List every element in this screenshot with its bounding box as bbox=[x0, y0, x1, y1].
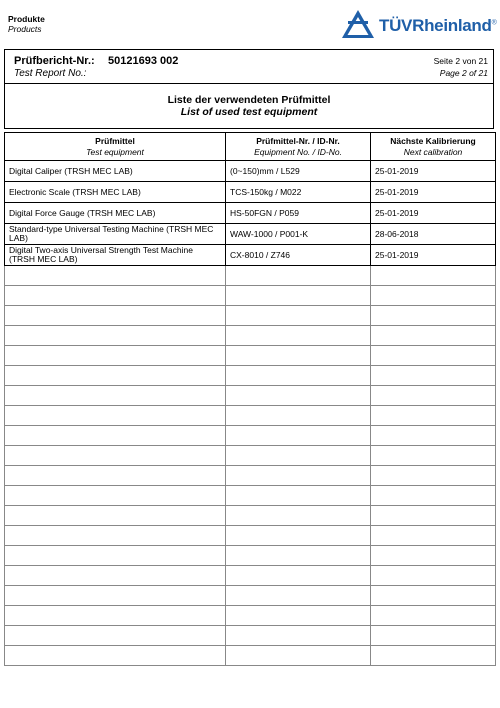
column-header-equipment-de: Prüfmittel bbox=[95, 135, 135, 146]
test-equipment-table bbox=[4, 132, 496, 666]
empty-cell bbox=[371, 426, 496, 446]
empty-cell bbox=[226, 466, 371, 486]
empty-table-row bbox=[5, 366, 496, 386]
equipment-cell: Digital Caliper (TRSH MEC LAB) bbox=[5, 161, 226, 182]
report-header-box bbox=[4, 49, 494, 129]
empty-table-row bbox=[5, 466, 496, 486]
empty-cell bbox=[5, 506, 226, 526]
column-header-id-de: Prüfmittel-Nr. / ID-Nr. bbox=[256, 135, 340, 146]
empty-table-row bbox=[5, 566, 496, 586]
empty-cell bbox=[5, 466, 226, 486]
calibration-cell: 25-01-2019 bbox=[371, 203, 496, 224]
empty-cell bbox=[226, 646, 371, 666]
report-number-label-en: Test Report No.: bbox=[14, 68, 87, 79]
table-row bbox=[5, 182, 496, 203]
table-row bbox=[5, 245, 496, 266]
empty-cell bbox=[5, 646, 226, 666]
calibration-cell: 25-01-2019 bbox=[371, 245, 496, 266]
equipment-cell: Digital Force Gauge (TRSH MEC LAB) bbox=[5, 203, 226, 224]
empty-cell bbox=[371, 346, 496, 366]
empty-cell bbox=[371, 566, 496, 586]
empty-cell bbox=[5, 346, 226, 366]
report-number-section bbox=[5, 50, 493, 84]
empty-cell bbox=[226, 346, 371, 366]
registered-mark: ® bbox=[491, 19, 497, 27]
empty-cell bbox=[226, 266, 371, 286]
empty-cell bbox=[5, 526, 226, 546]
empty-cell bbox=[5, 626, 226, 646]
equipment-cell: Digital Two-axis Universal Strength Test Machine (TRSH MEC LAB) bbox=[5, 245, 226, 266]
tuv-triangle-icon bbox=[341, 9, 375, 39]
calibration-cell: 25-01-2019 bbox=[371, 161, 496, 182]
empty-cell bbox=[5, 366, 226, 386]
empty-cell bbox=[5, 546, 226, 566]
table-row bbox=[5, 161, 496, 182]
empty-cell bbox=[5, 386, 226, 406]
empty-table-row bbox=[5, 506, 496, 526]
report-number-label-de: Prüfbericht-Nr.: bbox=[14, 55, 95, 67]
column-header-id bbox=[226, 133, 371, 161]
empty-cell bbox=[5, 286, 226, 306]
empty-cell bbox=[226, 526, 371, 546]
empty-cell bbox=[226, 326, 371, 346]
empty-table-row bbox=[5, 386, 496, 406]
empty-table-row bbox=[5, 526, 496, 546]
empty-table-row bbox=[5, 406, 496, 426]
column-header-equipment-en: Test equipment bbox=[86, 146, 144, 157]
empty-cell bbox=[5, 566, 226, 586]
empty-cell bbox=[371, 586, 496, 606]
empty-table-row bbox=[5, 586, 496, 606]
empty-cell bbox=[226, 566, 371, 586]
empty-cell bbox=[226, 446, 371, 466]
empty-cell bbox=[371, 386, 496, 406]
column-header-calibration bbox=[371, 133, 496, 161]
list-title-de: Liste der verwendeten Prüfmittel bbox=[167, 94, 331, 106]
empty-cell bbox=[226, 366, 371, 386]
empty-table-row bbox=[5, 606, 496, 626]
empty-cell bbox=[5, 266, 226, 286]
empty-cell bbox=[371, 506, 496, 526]
empty-table-row bbox=[5, 446, 496, 466]
page-indicator-en: Page 2 of 21 bbox=[439, 68, 488, 78]
empty-cell bbox=[5, 486, 226, 506]
empty-cell bbox=[226, 586, 371, 606]
products-label-de: Produkte bbox=[8, 14, 45, 24]
empty-cell bbox=[371, 646, 496, 666]
page-indicator-de: Seite 2 von 21 bbox=[433, 56, 488, 66]
column-header-id-en: Equipment No. / ID-No. bbox=[254, 146, 342, 157]
empty-table-row bbox=[5, 486, 496, 506]
logo-wordmark bbox=[379, 16, 496, 36]
list-title bbox=[5, 94, 493, 118]
table-row bbox=[5, 203, 496, 224]
empty-cell bbox=[226, 506, 371, 526]
column-header-calibration-de: Nächste Kalibrierung bbox=[390, 135, 476, 146]
empty-cell bbox=[5, 326, 226, 346]
empty-cell bbox=[226, 486, 371, 506]
empty-cell bbox=[226, 606, 371, 626]
empty-cell bbox=[371, 486, 496, 506]
column-header-calibration-en: Next calibration bbox=[403, 146, 463, 157]
empty-table-row bbox=[5, 426, 496, 446]
column-header-equipment bbox=[5, 133, 226, 161]
empty-cell bbox=[371, 546, 496, 566]
logo-text: TÜVRheinland bbox=[379, 16, 492, 35]
empty-cell bbox=[226, 386, 371, 406]
empty-cell bbox=[371, 526, 496, 546]
empty-cell bbox=[5, 606, 226, 626]
list-title-en: List of used test equipment bbox=[180, 106, 318, 118]
empty-cell bbox=[5, 426, 226, 446]
equipment-id-cell: CX-8010 / Z746 bbox=[226, 245, 371, 266]
empty-table-row bbox=[5, 546, 496, 566]
empty-cell bbox=[371, 606, 496, 626]
empty-cell bbox=[226, 426, 371, 446]
equipment-id-cell: TCS-150kg / M022 bbox=[226, 182, 371, 203]
table-header-row bbox=[5, 133, 496, 161]
empty-table-row bbox=[5, 266, 496, 286]
tuv-rheinland-logo bbox=[341, 8, 497, 40]
equipment-cell: Electronic Scale (TRSH MEC LAB) bbox=[5, 182, 226, 203]
empty-cell bbox=[226, 546, 371, 566]
empty-cell bbox=[5, 406, 226, 426]
empty-cell bbox=[371, 366, 496, 386]
empty-table-row bbox=[5, 306, 496, 326]
equipment-id-cell: HS-50FGN / P059 bbox=[226, 203, 371, 224]
equipment-id-cell: WAW-1000 / P001-K bbox=[226, 224, 371, 245]
empty-table-row bbox=[5, 646, 496, 666]
empty-cell bbox=[371, 466, 496, 486]
calibration-cell: 25-01-2019 bbox=[371, 182, 496, 203]
empty-cell bbox=[371, 406, 496, 426]
calibration-cell: 28-06-2018 bbox=[371, 224, 496, 245]
empty-table-row bbox=[5, 286, 496, 306]
equipment-id-cell: (0~150)mm / L529 bbox=[226, 161, 371, 182]
empty-cell bbox=[5, 306, 226, 326]
report-number-value: 50121693 002 bbox=[108, 55, 179, 67]
table-row bbox=[5, 224, 496, 245]
empty-cell bbox=[5, 586, 226, 606]
empty-cell bbox=[371, 326, 496, 346]
empty-cell bbox=[226, 306, 371, 326]
products-label-en: Products bbox=[8, 24, 42, 34]
products-label bbox=[8, 14, 45, 34]
empty-cell bbox=[371, 446, 496, 466]
empty-table-row bbox=[5, 626, 496, 646]
equipment-cell: Standard-type Universal Testing Machine (TRSH MEC LAB) bbox=[5, 224, 226, 245]
empty-table-row bbox=[5, 326, 496, 346]
empty-cell bbox=[371, 306, 496, 326]
empty-cell bbox=[371, 266, 496, 286]
empty-cell bbox=[371, 286, 496, 306]
empty-cell bbox=[371, 626, 496, 646]
empty-cell bbox=[226, 286, 371, 306]
empty-cell bbox=[226, 626, 371, 646]
empty-rows bbox=[5, 266, 496, 666]
empty-table-row bbox=[5, 346, 496, 366]
empty-cell bbox=[226, 406, 371, 426]
empty-cell bbox=[5, 446, 226, 466]
